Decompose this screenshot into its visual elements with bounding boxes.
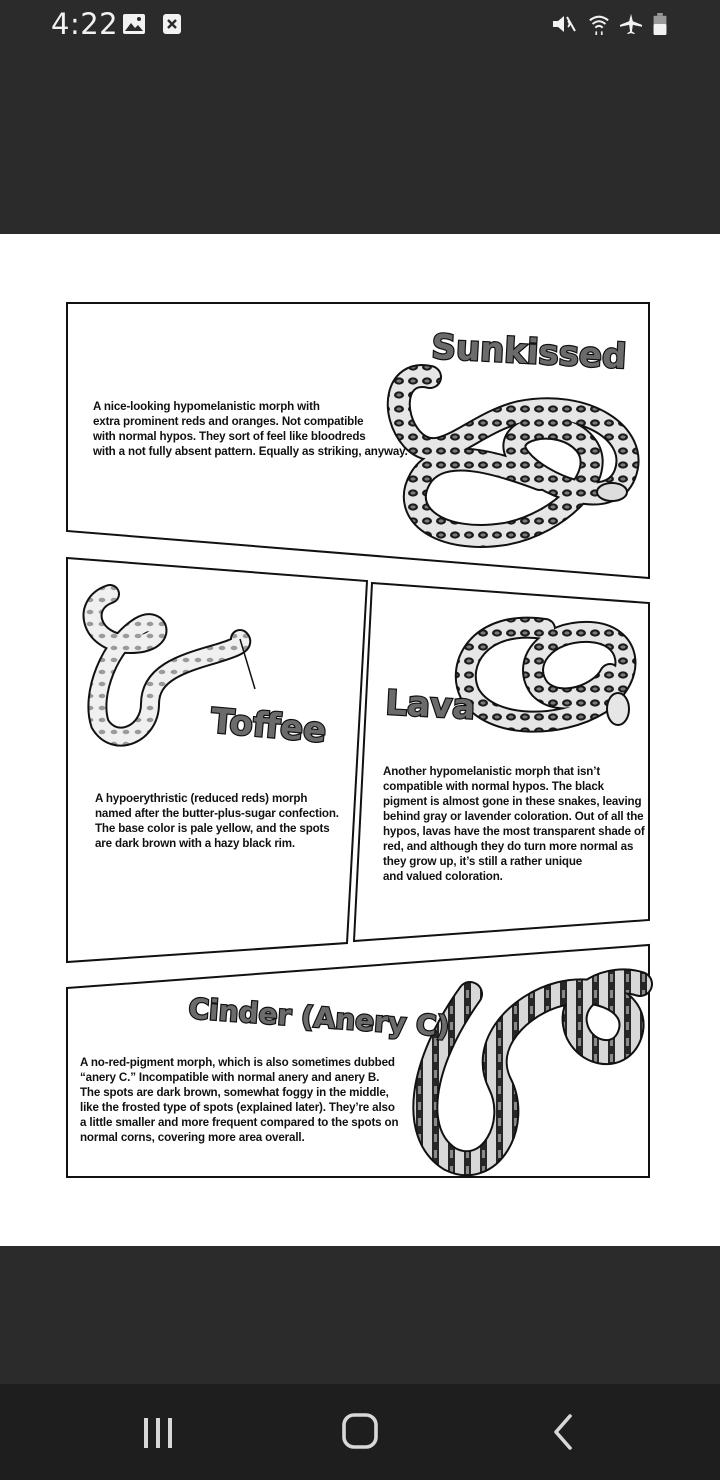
image-icon xyxy=(122,13,146,35)
lava-title: Lava xyxy=(384,683,477,728)
close-box-icon xyxy=(162,13,182,35)
viewer-bottom-margin xyxy=(0,1246,720,1384)
lava-description: Another hypomelanistic morph that isn’t compatible with normal hypos. The black pigment is almost gone in these snakes, leaving behind gray or lavender coloration. Out of all the hypos, lavas have the most transparent shade of red, and although they do turn more normal as they grow up, it’s still a rather unique and valued coloration. xyxy=(383,765,645,883)
home-icon[interactable] xyxy=(330,1404,390,1460)
mute-icon xyxy=(551,13,577,35)
panel-toffee xyxy=(67,558,367,962)
status-bar xyxy=(0,0,720,52)
toffee-description: A hypoerythristic (reduced reds) morph named after the butter-plus-sugar confection. The base color is pale yellow, and the spots are dark brown with a hazy black rim. xyxy=(95,792,339,850)
toffee-title: Toffee xyxy=(209,701,328,752)
navigation-bar xyxy=(0,1384,720,1480)
cinder-title: Cinder (Anery C) xyxy=(187,992,451,1044)
back-icon[interactable] xyxy=(532,1404,592,1460)
airplane-icon xyxy=(618,13,644,35)
wifi-icon xyxy=(587,13,611,35)
cinder-description: A no-red-pigment morph, which is also sometimes dubbed “anery C.” Incompatible with normal anery and anery B. The spots are dark brown, somewhat foggy in the middle, like the frosted type of spots (explained later). They’re also a little smaller and more frequent compared to the spots on normal corns, covering more area overall. xyxy=(80,1056,399,1144)
recent-apps-icon[interactable] xyxy=(128,1404,188,1460)
viewer-top-margin xyxy=(0,52,720,234)
status-time: 4:22 xyxy=(51,7,119,41)
battery-icon xyxy=(652,13,668,35)
sunkissed-description: A nice-looking hypomelanistic morph with extra prominent reds and oranges. Not compatible with normal hypos. They sort of feel like bloodreds with a not fully absent pattern. Equally as striking, anyway. xyxy=(93,400,408,458)
sunkissed-title: Sunkissed xyxy=(430,327,628,378)
comic-page[interactable] xyxy=(0,234,720,1246)
